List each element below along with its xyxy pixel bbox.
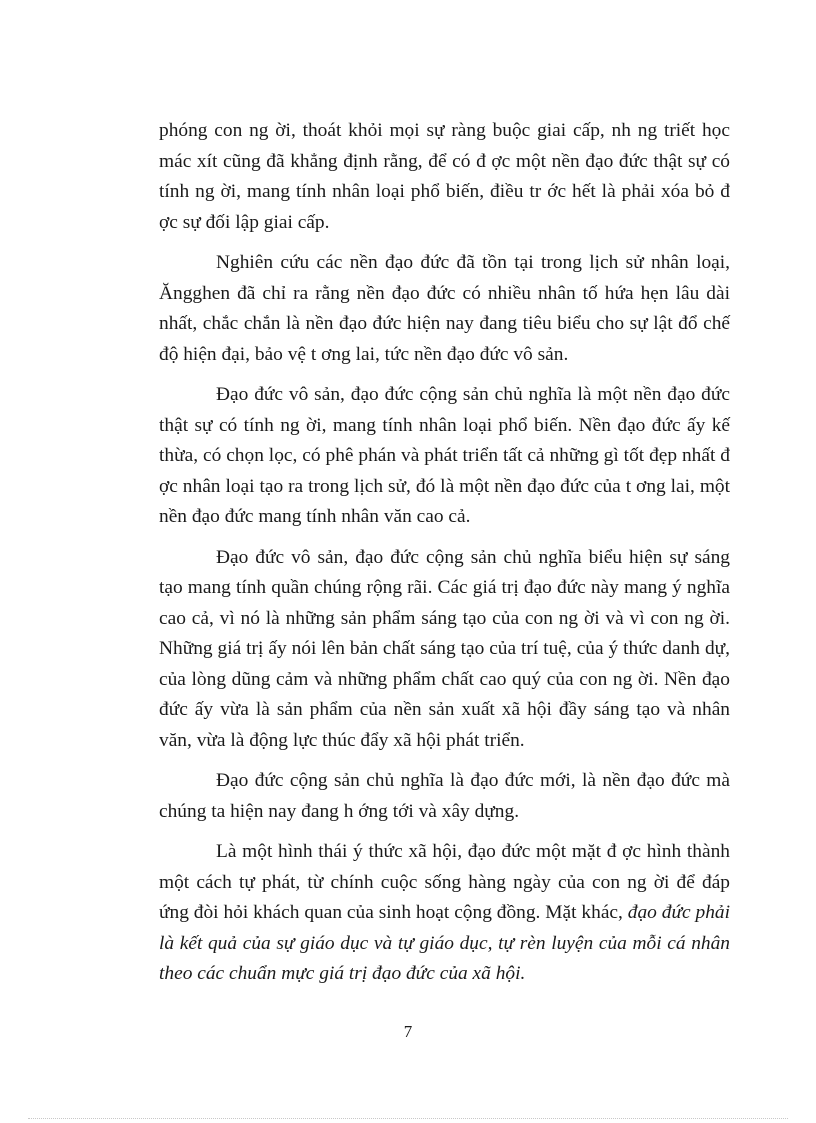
paragraph-3: Đạo đức vô sản, đạo đức cộng sản chủ nghĩa là một nền đạo đức thật sự có tính ng ời, mang tính nhân loại phổ biến. Nền đạo đức ấy kế thừa, có chọn lọc, có phê phán và phát triển tất cả những gì tốt đẹp nhất đ ợc nhân loại tạo ra trong lịch sử, đó là một nền đạo đức của t ơng lai, một nền đạo đức mang tính nhân văn cao cả. [159, 384, 730, 527]
paragraph-6-italic: đạo đức phải là kết quả của sự giáo dục và tự giáo dục, tự rèn luyện của mỗi cá nhân theo các chuẩn mực giá trị đạo đức của xã hội. [159, 902, 731, 984]
paragraph-6-regular: Là một hình thái ý thức xã hội, đạo đức một mặt đ ợc hình thành một cách tự phát, từ chính cuộc sống hàng ngày của con ng ời để đáp ứng đòi hỏi khách quan của sinh hoạt cộng đồng. Mặt khác, [159, 841, 730, 923]
paragraph-5: Đạo đức cộng sản chủ nghĩa là đạo đức mới, là nền đạo đức mà chúng ta hiện nay đang h ớng tới và xây dựng. [159, 770, 730, 822]
page-bottom-divider [28, 1118, 788, 1119]
body-text [159, 116, 730, 1000]
paragraph-2: Nghiên cứu các nền đạo đức đã tồn tại trong lịch sử nhân loại, Ăngghen đã chỉ ra rằng nền đạo đức có nhiều nhân tố hứa hẹn lâu dài nhất, chắc chắn là nền đạo đức hiện nay đang tiêu biểu cho sự lật đổ chế độ hiện đại, bảo vệ t ơng lai, tức nền đạo đức vô sản. [159, 252, 730, 365]
paragraph-6 [159, 837, 730, 990]
paragraph-4: Đạo đức vô sản, đạo đức cộng sản chủ nghĩa biểu hiện sự sáng tạo mang tính quần chúng rộng rãi. Các giá trị đạo đức này mang ý nghĩa cao cả, vì nó là những sản phẩm sáng tạo của con ng ời và vì con ng ời. Những giá trị ấy nói lên bản chất sáng tạo của trí tuệ, của ý thức danh dự, của lòng dũng cảm và những phẩm chất cao quý của con ng ời. Nền đạo đức ấy vừa là sản phẩm của nền sản xuất xã hội đầy sáng tạo và nhân văn, vừa là động lực thúc đẩy xã hội phát triển. [159, 546, 730, 751]
page-number: 7 [403, 1022, 413, 1041]
paragraph-1: phóng con ng ời, thoát khỏi mọi sự ràng buộc giai cấp, nh ng triết học mác xít cũng đã khẳng định rằng, để có đ ợc một nền đạo đức thật sự có tính ng ời, mang tính nhân loại phổ biến, điều tr ớc hết là phải xóa bỏ đ ợc sự đối lập giai cấp. [159, 120, 730, 233]
